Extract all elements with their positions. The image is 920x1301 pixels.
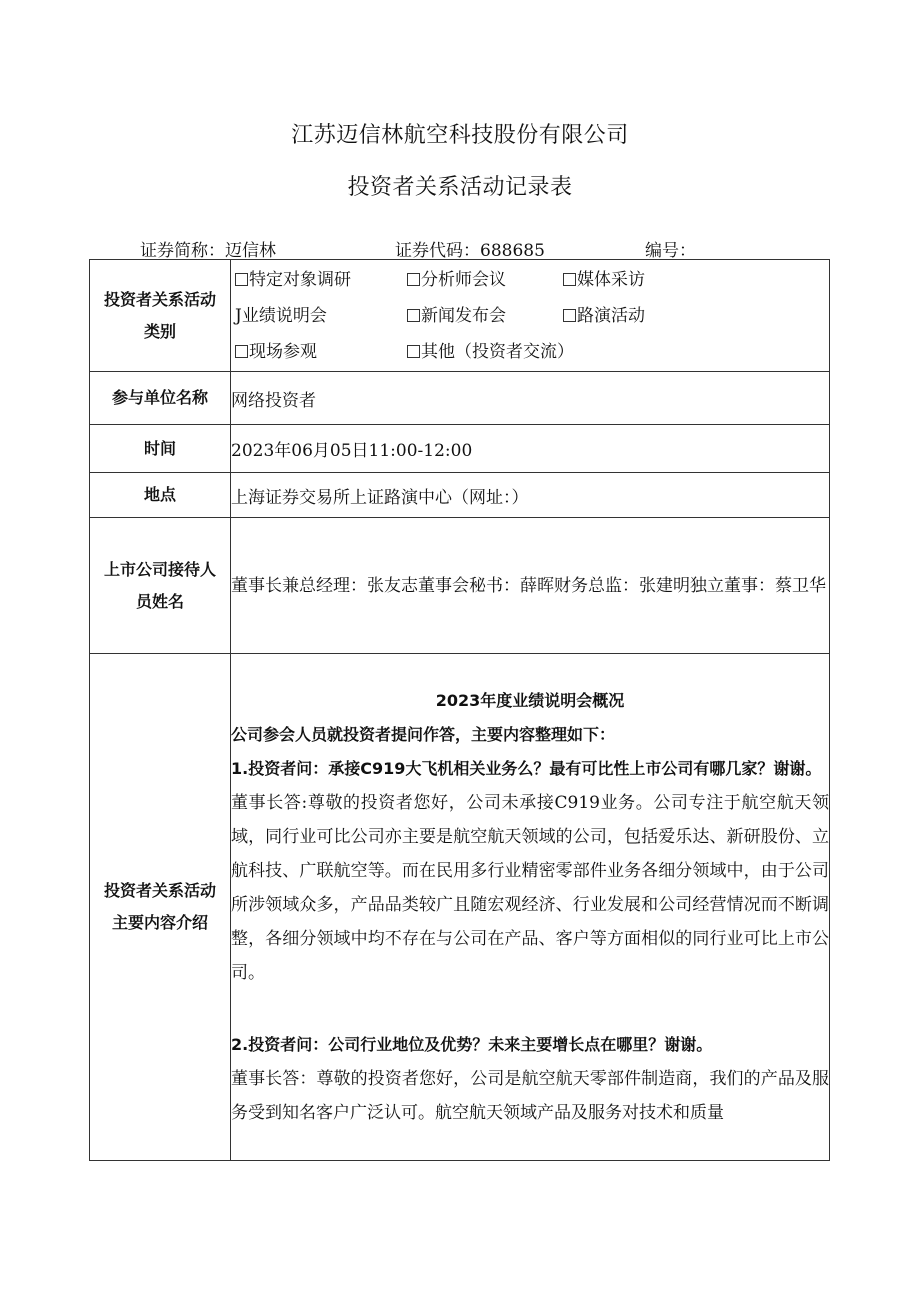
checkbox-label: 分析师会议 <box>421 269 506 290</box>
receptionists-label-line2: 员姓名 <box>135 591 184 611</box>
content-intro: 公司参会人员就投资者提问作答，主要内容整理如下： <box>231 725 616 744</box>
row-receptionists <box>90 518 830 654</box>
checkbox-box-icon <box>407 345 420 358</box>
checkbox-option[interactable] <box>563 262 645 298</box>
checkbox-label: 媒体采访 <box>577 269 645 290</box>
form-title: 投资者关系活动记录表 <box>347 175 573 200</box>
content-label-line2: 主要内容介绍 <box>111 913 208 932</box>
location-value: 上海证券交易所上证路演中心（网址：） <box>231 473 830 518</box>
content-label-line1: 投资者关系活动 <box>103 881 216 900</box>
checkbox-option[interactable] <box>235 334 317 370</box>
record-table <box>89 259 830 1161</box>
participants-value: 网络投资者 <box>231 372 830 425</box>
row-time <box>90 425 830 473</box>
stock-short-name: 证券简称：迈信林 <box>140 241 276 261</box>
checkbox-label: 现场参观 <box>249 341 317 362</box>
answer-1: 董事长答:尊敬的投资者您好，公司未承接C919业务。公司专注于航空航天领域，同行业可比公司亦主要是航空航天领域的公司，包括爱乐达、新研股份、立航科技、广联航空等。而在民用多行业精密零部件业务各细分领域中，由于公司所涉领域众多，产品品类较广且随宏观经济、行业发展和公司经营情况而不断调整，各细分领域中均不存在与公司在产品、客户等方面相似的同行业可比上市公司。 <box>231 793 829 983</box>
activity-type-label-line2: 类别 <box>143 321 176 341</box>
checked-mark-icon: J <box>235 305 242 326</box>
activity-type-label-line1: 投资者关系活动 <box>103 289 216 309</box>
question-1: 1.投资者问：承接C919大飞机相关业务么？最有可比性上市公司有哪几家？谢谢。 <box>231 759 822 778</box>
checkbox-label: 新闻发布会 <box>421 305 506 326</box>
checkbox-label: 特定对象调研 <box>249 269 351 290</box>
location-label: 地点 <box>90 473 231 518</box>
checkbox-label: 路演活动 <box>577 305 645 326</box>
receptionists-value: 董事长兼总经理：张友志董事会秘书：薛晖财务总监：张建明独立董事：蔡卫华 <box>231 518 830 654</box>
checkbox-option[interactable] <box>235 262 351 298</box>
checkbox-box-icon <box>563 309 576 322</box>
checkbox-box-icon <box>235 345 248 358</box>
content-body <box>231 654 830 1161</box>
checkbox-box-icon <box>235 273 248 286</box>
answer-2: 董事长答：尊敬的投资者您好，公司是航空航天零部件制造商，我们的产品及服务受到知名客户广泛认可。航空航天领域产品及服务对技术和质量 <box>231 1069 829 1123</box>
time-value: 2023年06月05日11:00-12:00 <box>231 425 830 473</box>
row-activity-type <box>90 260 830 372</box>
checkbox-option[interactable] <box>407 298 506 334</box>
receptionists-label-line1: 上市公司接待人 <box>103 559 216 579</box>
checkbox-option[interactable] <box>407 262 506 298</box>
record-number-label: 编号： <box>645 241 696 261</box>
row-content <box>90 654 830 1161</box>
checkbox-label: 其他（投资者交流） <box>421 341 574 362</box>
receptionists-label <box>90 518 231 654</box>
row-participants <box>90 372 830 425</box>
activity-type-options <box>231 260 830 372</box>
checkbox-label: 业绩说明会 <box>241 305 327 326</box>
time-label: 时间 <box>90 425 231 473</box>
checkbox-option[interactable] <box>407 334 574 370</box>
company-name: 江苏迈信林航空科技股份有限公司 <box>291 123 629 148</box>
checkbox-option[interactable] <box>563 298 645 334</box>
row-location <box>90 473 830 518</box>
spacer <box>231 990 829 1028</box>
question-2: 2.投资者问：公司行业地位及优势？未来主要增长点在哪里？谢谢。 <box>231 1035 713 1054</box>
checkbox-box-icon <box>407 273 420 286</box>
participants-label: 参与单位名称 <box>90 372 231 425</box>
content-heading: 2023年度业绩说明会概况 <box>435 691 625 710</box>
checkbox-box-icon <box>563 273 576 286</box>
checkbox-box-icon <box>407 309 420 322</box>
stock-code: 证券代码：688685 <box>395 241 545 261</box>
checkbox-option-checked[interactable] <box>235 298 327 334</box>
activity-type-label <box>90 260 231 372</box>
content-label <box>90 654 231 1161</box>
